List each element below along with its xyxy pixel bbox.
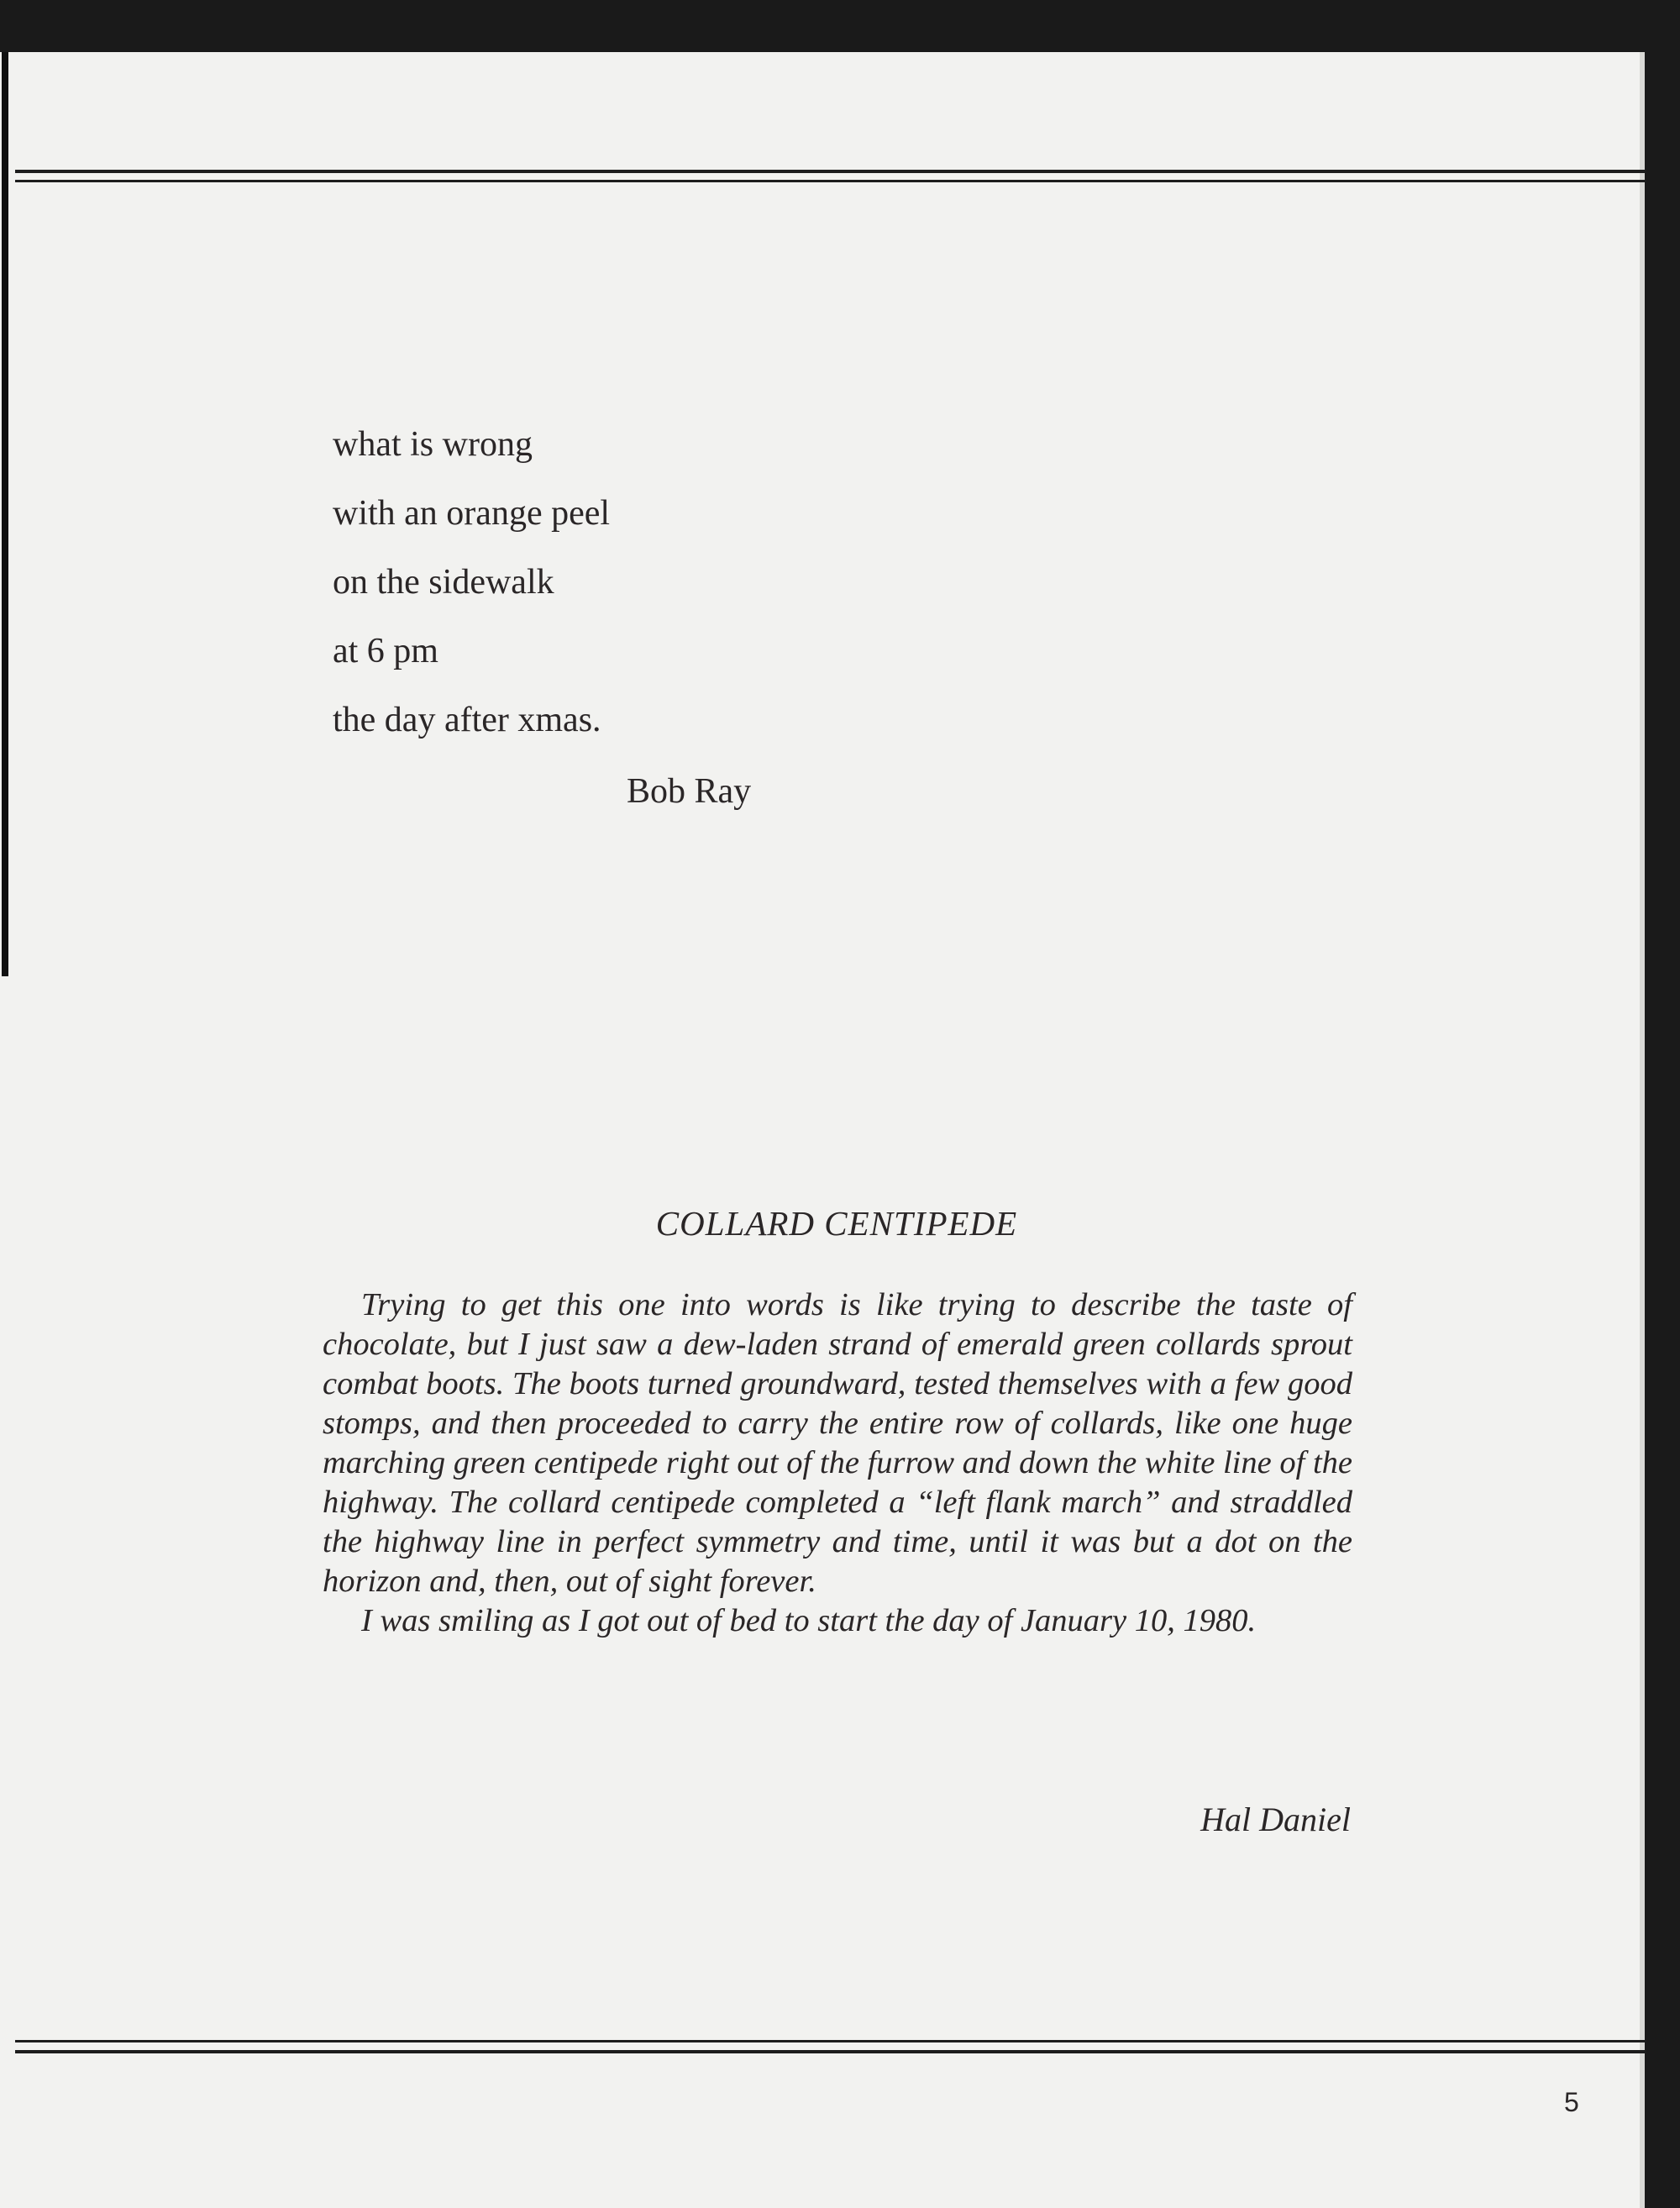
story-author: Hal Daniel	[1200, 1801, 1351, 1838]
bottom-rule-inner	[15, 2040, 1646, 2042]
poem-line: what is wrong	[333, 425, 533, 464]
poem-line: with an orange peel	[333, 494, 611, 533]
top-rule-outer	[15, 170, 1646, 173]
top-rule-inner	[15, 180, 1646, 182]
poem-line: on the sidewalk	[333, 563, 554, 602]
poem-author: Bob Ray	[627, 772, 752, 811]
bottom-rule-outer	[15, 2050, 1646, 2053]
page-number: 5	[1564, 2087, 1579, 2117]
poem-line: at 6 pm	[333, 632, 438, 670]
story-paragraph: I was smiling as I got out of bed to start the day of January 10, 1980.	[361, 1603, 1257, 1638]
binding-edge	[0, 52, 12, 2208]
story-paragraph: Trying to get this one into words is like trying to describe the taste of chocolate, but I just saw a dew-laden strand of emerald green collards sprout combat boots. The boots turned groundward, tested themselves with a few good stomps, and then proceeded to carry the entire row of collards, like one huge marching green centipede right out of the furrow and down the white line of the highway. The collard centipede completed a “left flank march” and straddled the highway line in perfect symmetry and time, until it was but a dot on the horizon and, then, out of sight forever.	[323, 1287, 1352, 1599]
poem	[333, 410, 1005, 754]
poem-line: the day after xmas.	[333, 701, 601, 739]
story-body	[323, 1285, 1352, 1641]
document-page	[12, 52, 1645, 2208]
story-title: COLLARD CENTIPEDE	[655, 1204, 1018, 1243]
